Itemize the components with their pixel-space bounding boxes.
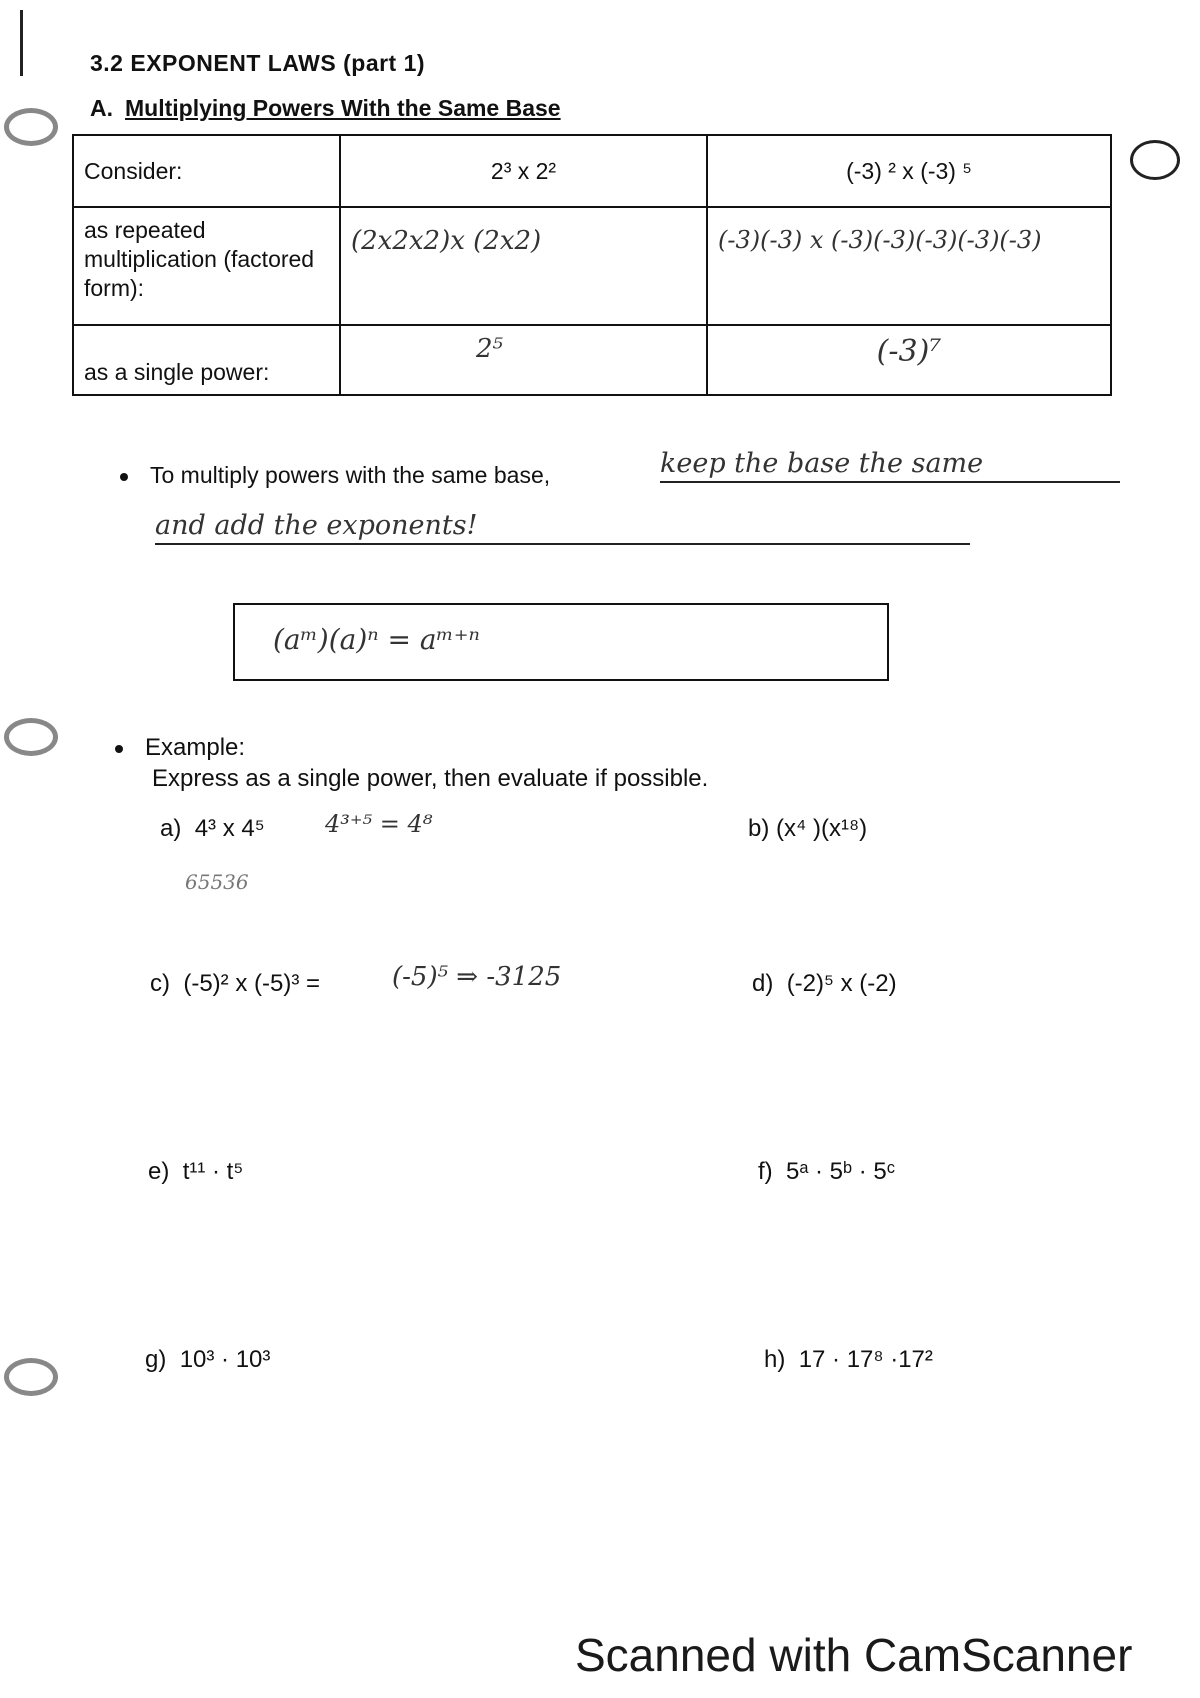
item-label: d) — [752, 970, 774, 997]
item-expression: 17 · 17⁸ ·17² — [798, 1346, 933, 1373]
item-expression: (-2)⁵ x (-2) — [786, 970, 897, 997]
table-header-cell: (-3) ² x (-3) ⁵ — [707, 135, 1111, 207]
item-expression: 5ᵃ · 5ᵇ · 5ᶜ — [786, 1158, 896, 1185]
example-item-g — [145, 1346, 270, 1374]
table-header-cell: 2³ x 2² — [340, 135, 707, 207]
rule-prompt: To multiply powers with the same base, — [150, 462, 551, 488]
item-expression: t¹¹ · t⁵ — [182, 1158, 244, 1185]
example-item-b — [748, 815, 867, 843]
example-item-f — [758, 1158, 895, 1186]
handwritten-work: 4³⁺⁵ = 4⁸ — [325, 810, 433, 838]
rule-bullet — [120, 462, 550, 489]
example-heading: Example: — [115, 734, 245, 762]
example-item-c — [150, 970, 320, 998]
rule-answer-line2: and add the exponents! — [155, 510, 970, 545]
item-expression: 10³ · 10³ — [179, 1346, 271, 1373]
example-instruction: Express as a single power, then evaluate if possible. — [152, 765, 709, 792]
handwritten-answer: (2x2x2)x (2x2) — [340, 207, 707, 325]
rule-answer-line1: keep the base the same — [660, 448, 1120, 483]
bullet-icon — [120, 473, 128, 481]
handwritten-work: (-5)⁵ ⇒ -3125 — [392, 962, 562, 992]
handwritten-answer: (-3)(-3) x (-3)(-3)(-3)(-3)(-3) — [707, 207, 1111, 325]
section-title: Multiplying Powers With the Same Base — [125, 95, 561, 121]
scanner-watermark: Scanned with CamScanner — [575, 1629, 1133, 1681]
item-expression: (-5)² x (-5)³ = — [183, 970, 320, 997]
table-header-cell: Consider: — [73, 135, 340, 207]
bullet-icon — [115, 745, 123, 753]
margin-mark — [20, 10, 23, 76]
example-item-a — [160, 815, 265, 843]
item-label: h) — [764, 1346, 786, 1373]
table-row — [73, 325, 1111, 395]
binder-ring-icon — [4, 108, 58, 146]
table-row — [73, 135, 1111, 207]
formula-box — [233, 603, 889, 681]
hole-punch-icon — [1130, 140, 1180, 180]
item-expression: 4³ x 4⁵ — [194, 815, 265, 842]
example-item-h — [764, 1346, 933, 1374]
item-label: b) — [748, 815, 770, 842]
example-item-d — [752, 970, 897, 998]
table-row-label: as repeated multiplication (factored form): — [73, 207, 340, 325]
item-label: f) — [758, 1158, 773, 1185]
item-label: g) — [145, 1346, 167, 1373]
formula-text: (aᵐ)(a)ⁿ = aᵐ⁺ⁿ — [273, 623, 480, 656]
page-title: 3.2 EXPONENT LAWS (part 1) — [90, 50, 426, 76]
table-row — [73, 207, 1111, 325]
handwritten-answer: (-3)⁷ — [707, 325, 1111, 395]
item-label: c) — [150, 970, 170, 997]
consider-table — [72, 134, 1112, 396]
item-expression: (x⁴ )(x¹⁸) — [776, 815, 868, 842]
section-heading — [90, 95, 561, 122]
item-label: e) — [148, 1158, 170, 1185]
example-item-e — [148, 1158, 243, 1186]
table-row-label: as a single power: — [73, 325, 340, 395]
binder-ring-icon — [4, 718, 58, 756]
binder-ring-icon — [4, 1358, 58, 1396]
item-label: a) — [160, 815, 182, 842]
section-letter: A. — [90, 95, 113, 121]
handwritten-answer: 2⁵ — [340, 325, 707, 395]
handwritten-answer: 65536 — [185, 870, 249, 894]
